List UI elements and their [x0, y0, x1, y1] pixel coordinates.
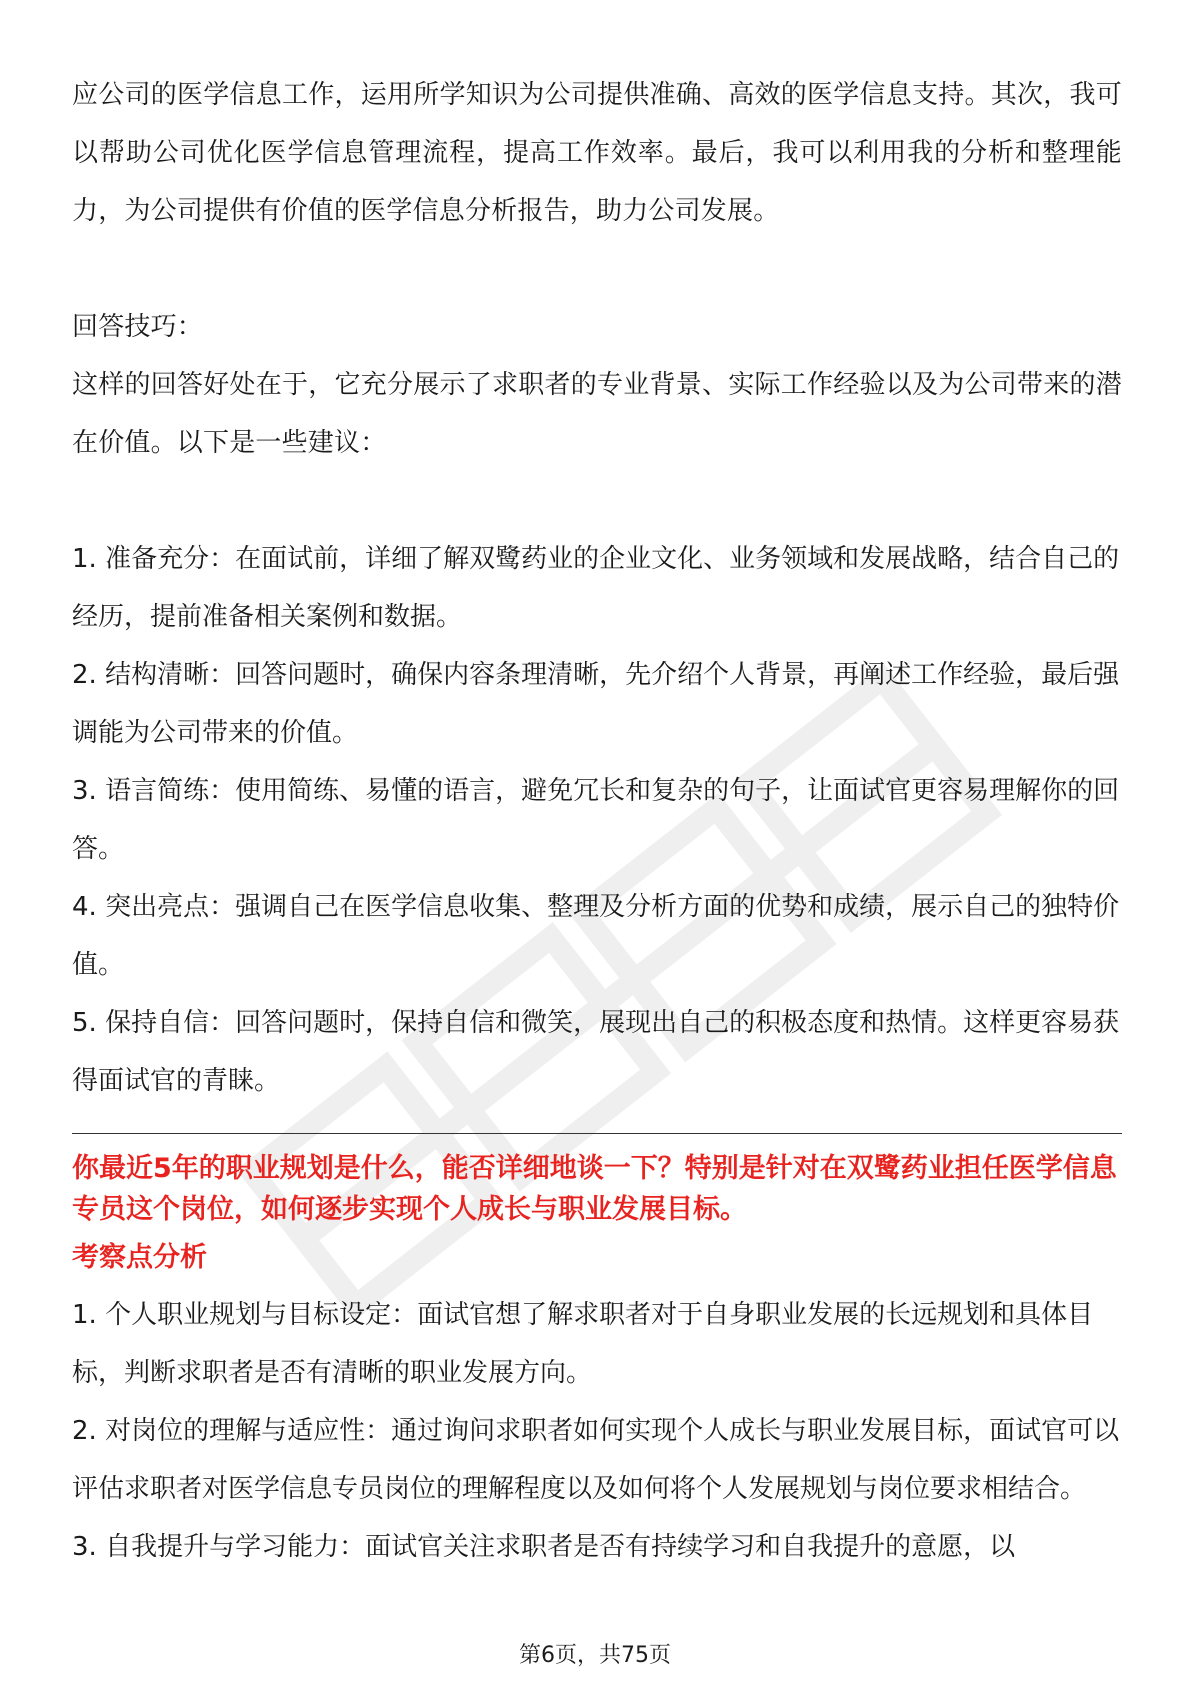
tip-item: 4. 突出亮点：强调自己在医学信息收集、整理及分析方面的优势和成绩，展示自己的独特价值。 [72, 892, 1120, 980]
main-content [72, 66, 1122, 1110]
analysis-list [72, 1286, 1122, 1576]
tips-heading: 回答技巧： [72, 312, 204, 342]
analysis-title: 考察点分析 [72, 1242, 207, 1273]
page-number: 第6页，共75页 [519, 1643, 671, 1668]
tips-intro: 这样的回答好处在于，它充分展示了求职者的专业背景、实际工作经验以及为公司带来的潜在价值。以下是一些建议： [72, 370, 1122, 458]
interview-question: 你最近5年的职业规划是什么，能否详细地谈一下？特别是针对在双鹭药业担任医学信息专员这个岗位，如何逐步实现个人成长与职业发展目标。 [72, 1153, 1117, 1225]
analysis-item: 2. 对岗位的理解与适应性：通过询问求职者如何实现个人成长与职业发展目标，面试官可以评估求职者对医学信息专员岗位的理解程度以及如何将个人发展规划与岗位要求相结合。 [72, 1416, 1120, 1504]
intro-paragraph: 应公司的医学信息工作，运用所学知识为公司提供准确、高效的医学信息支持。其次，我可以帮助公司优化医学信息管理流程，提高工作效率。最后，我可以利用我的分析和整理能力，为公司提供有价值的医学信息分析报告，助力公司发展。 [72, 80, 1122, 226]
tip-item: 3. 语言简练：使用简练、易懂的语言，避免冗长和复杂的句子，让面试官更容易理解你的回答。 [72, 776, 1120, 864]
tip-item: 1. 准备充分：在面试前，详细了解双鹭药业的企业文化、业务领域和发展战略，结合自己的经历，提前准备相关案例和数据。 [72, 544, 1120, 632]
analysis-item: 1. 个人职业规划与目标设定：面试官想了解求职者对于自身职业发展的长远规划和具体目标，判断求职者是否有清晰的职业发展方向。 [72, 1300, 1094, 1388]
analysis-item: 3. 自我提升与学习能力：面试官关注求职者是否有持续学习和自我提升的意愿，以 [72, 1532, 1016, 1562]
spacer [72, 240, 1122, 298]
section-divider [72, 1133, 1122, 1134]
tip-item: 5. 保持自信：回答问题时，保持自信和微笑，展现出自己的积极态度和热情。这样更容易获得面试官的青睐。 [72, 1008, 1120, 1096]
spacer [72, 472, 1122, 530]
tip-item: 2. 结构清晰：回答问题时，确保内容条理清晰，先介绍个人背景，再阐述工作经验，最后强调能为公司带来的价值。 [72, 660, 1120, 748]
